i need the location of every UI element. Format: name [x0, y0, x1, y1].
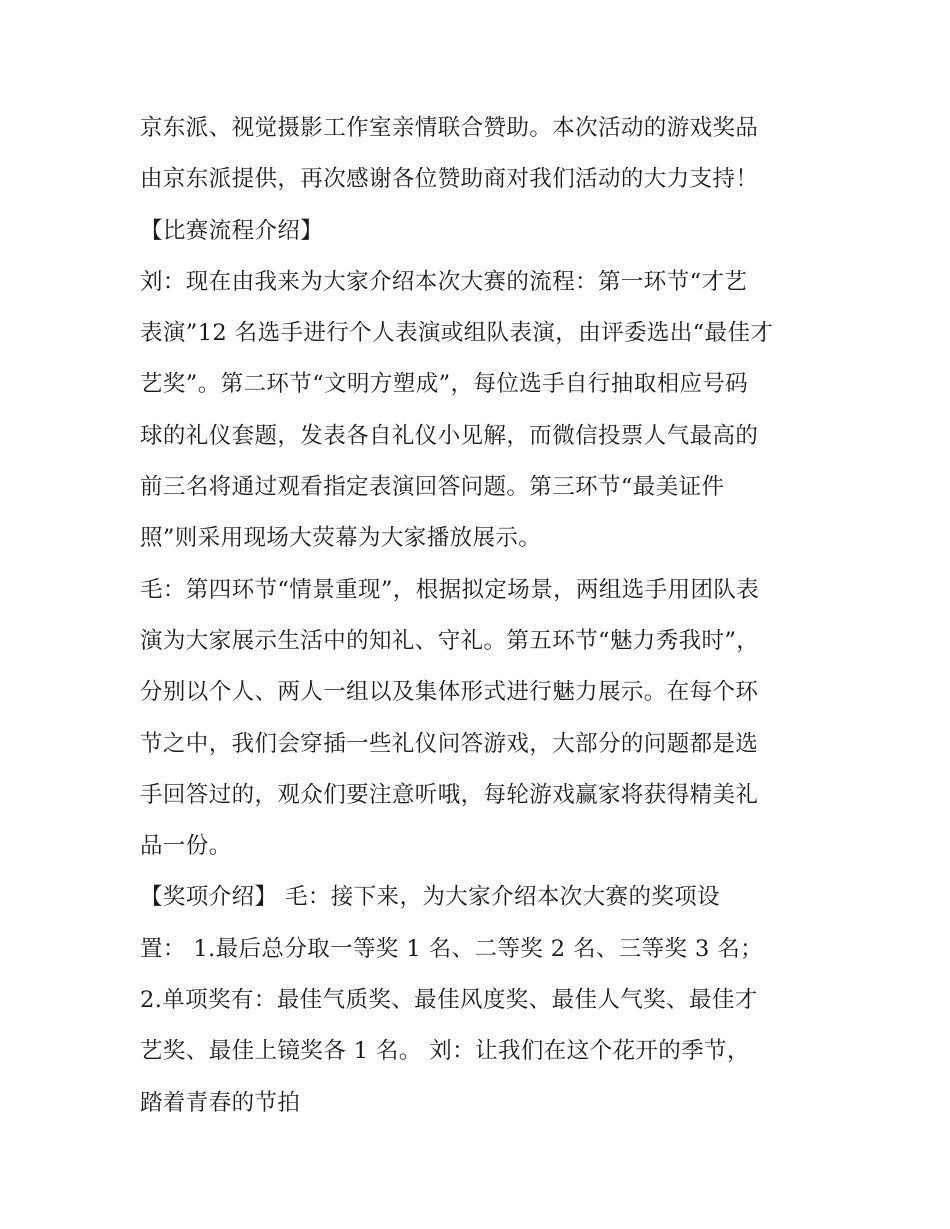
text-line-18: 2.单项奖有：最佳气质奖、最佳风度奖、最佳人气奖、最佳才 [140, 987, 758, 1014]
text-line-2: 由京东派提供，再次感谢各位赞助商对我们活动的大力支持！ [140, 166, 759, 193]
text-line-9: 照”则采用现场大荧幕为大家播放展示。 [140, 525, 542, 552]
text-line-12: 分别以个人、两人一组以及集体形式进行魅力展示。在每个环 [140, 679, 759, 706]
section-heading-awards: 【奖项介绍】 毛：接下来，为大家介绍本次大赛的奖项设 [140, 884, 721, 911]
text-line-10: 毛：第四环节“情景重现”，根据拟定场景，两组选手用团队表 [140, 576, 760, 603]
text-line-4: 刘：现在由我来为大家介绍本次大赛的流程：第一环节“才艺 [140, 268, 748, 295]
section-heading-process: 【比赛流程介绍】 [140, 217, 324, 244]
text-line-19: 艺奖、最佳上镜奖各 1 名。 刘：让我们在这个花开的季节， [140, 1038, 750, 1065]
text-line-20: 踏着青春的节拍 [140, 1089, 301, 1116]
text-line-8: 前三名将通过观看指定表演回答问题。第三环节“最美证件 [140, 474, 725, 501]
text-line-7: 球的礼仪套题，发表各自礼仪小见解，而微信投票人气最高的 [140, 422, 759, 449]
text-line-17: 置： 1.最后总分取一等奖 1 名、二等奖 2 名、三等奖 3 名； [140, 935, 764, 962]
text-line-1: 京东派、视觉摄影工作室亲情联合赞助。本次活动的游戏奖品 [140, 115, 759, 141]
document-body [140, 103, 830, 1129]
text-line-5: 表演”12 名选手进行个人表演或组队表演，由评委选出“最佳才 [140, 320, 774, 347]
text-line-13: 节之中，我们会穿插一些礼仪问答游戏，大部分的问题都是选 [140, 730, 759, 757]
text-line-11: 演为大家展示生活中的知礼、守礼。第五环节“魅力秀我时”， [140, 627, 760, 654]
text-line-15: 品一份。 [140, 833, 232, 860]
text-line-6: 艺奖”。第二环节“文明方塑成”，每位选手自行抽取相应号码 [140, 371, 749, 398]
text-line-14: 手回答过的，观众们要注意听哦，每轮游戏赢家将获得精美礼 [140, 781, 759, 808]
